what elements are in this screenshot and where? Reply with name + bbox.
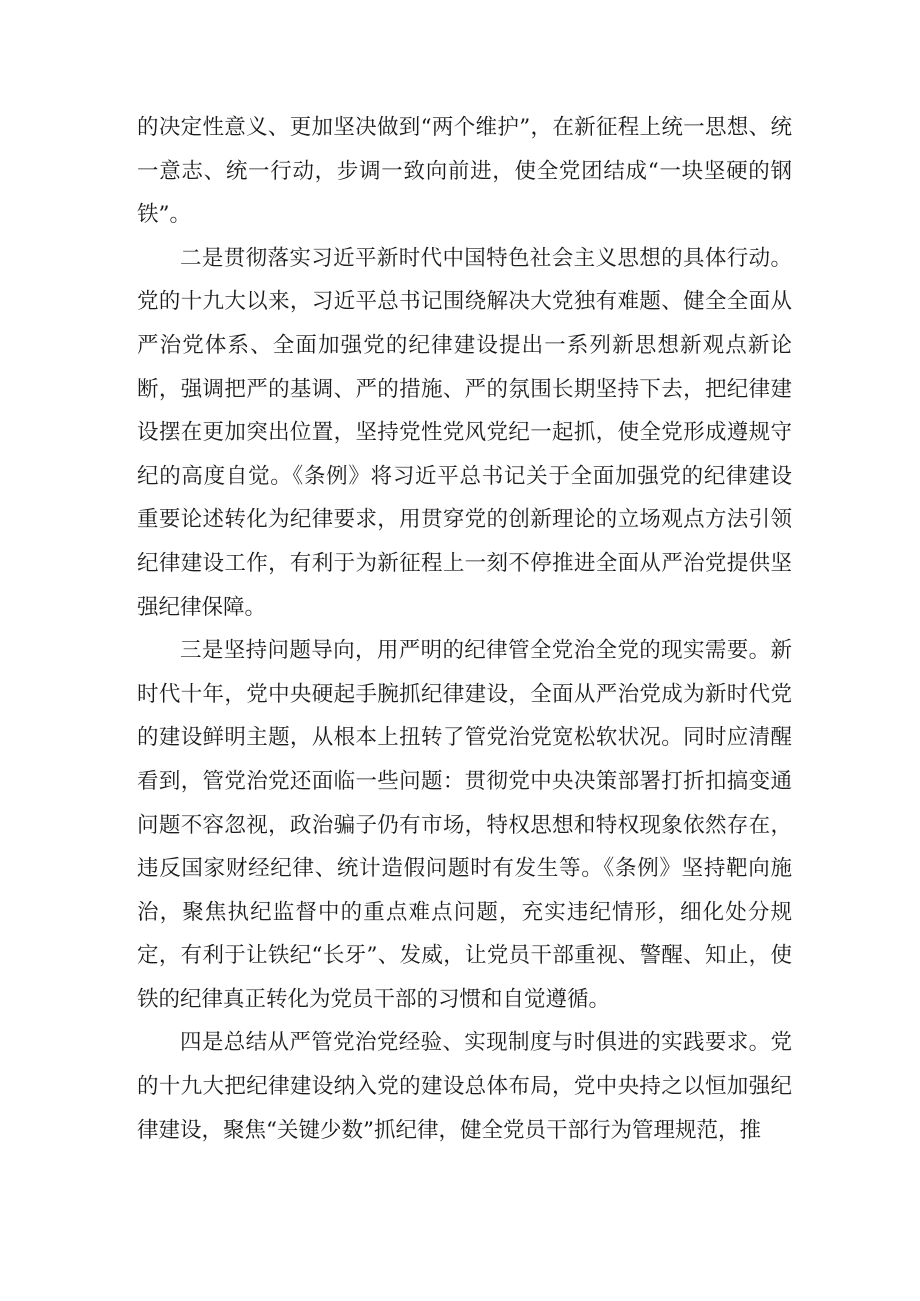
paragraph-point-four: 四是总结从严管党治党经验、实现制度与时俱进的实践要求。党的十九大把纪律建设纳入党的建设总体布局，党中央持之以恒加强纪律建设，聚焦“关键少数”抓纪律，健全党员干部行为管理规范，推	[137, 1030, 792, 1143]
document-body	[137, 106, 792, 1152]
paragraph-point-two: 二是贯彻落实习近平新时代中国特色社会主义思想的具体行动。党的十九大以来，习近平总书记围绕解决大党独有难题、健全全面从严治党体系、全面加强党的纪律建设提出一系列新思想新观点新论断，强调把严的基调、严的措施、严的氛围长期坚持下去，把纪律建设摆在更加突出位置，坚持党性党风党纪一起抓，使全党形成遵规守纪的高度自觉。《条例》将习近平总书记关于全面加强党的纪律建设重要论述转化为纪律要求，用贯穿党的创新理论的立场观点方法引领纪律建设工作，有利于为新征程上一刻不停推进全面从严治党提供坚强纪律保障。	[137, 245, 792, 620]
paragraph-point-three: 三是坚持问题导向，用严明的纪律管全党治全党的现实需要。新时代十年，党中央硬起手腕抓纪律建设，全面从严治党成为新时代党的建设鲜明主题，从根本上扭转了管党治党宽松软状况。同时应清醒看到，管党治党还面临一些问题：贯彻党中央决策部署打折扣搞变通问题不容忽视，政治骗子仍有市场，特权思想和特权现象依然存在，违反国家财经纪律、统计造假问题时有发生等。《条例》坚持靶向施治，聚焦执纪监督中的重点难点问题，充实违纪情形，细化处分规定，有利于让铁纪“长牙”、发威，让党员干部重视、警醒、知止，使铁的纪律真正转化为党员干部的习惯和自觉遵循。	[137, 638, 792, 1012]
paragraph-continuation: 的决定性意义、更加坚决做到“两个维护”，在新征程上统一思想、统一意志、统一行动，步调一致向前进，使全党团结成“一块坚硬的钢铁”。	[137, 115, 792, 228]
